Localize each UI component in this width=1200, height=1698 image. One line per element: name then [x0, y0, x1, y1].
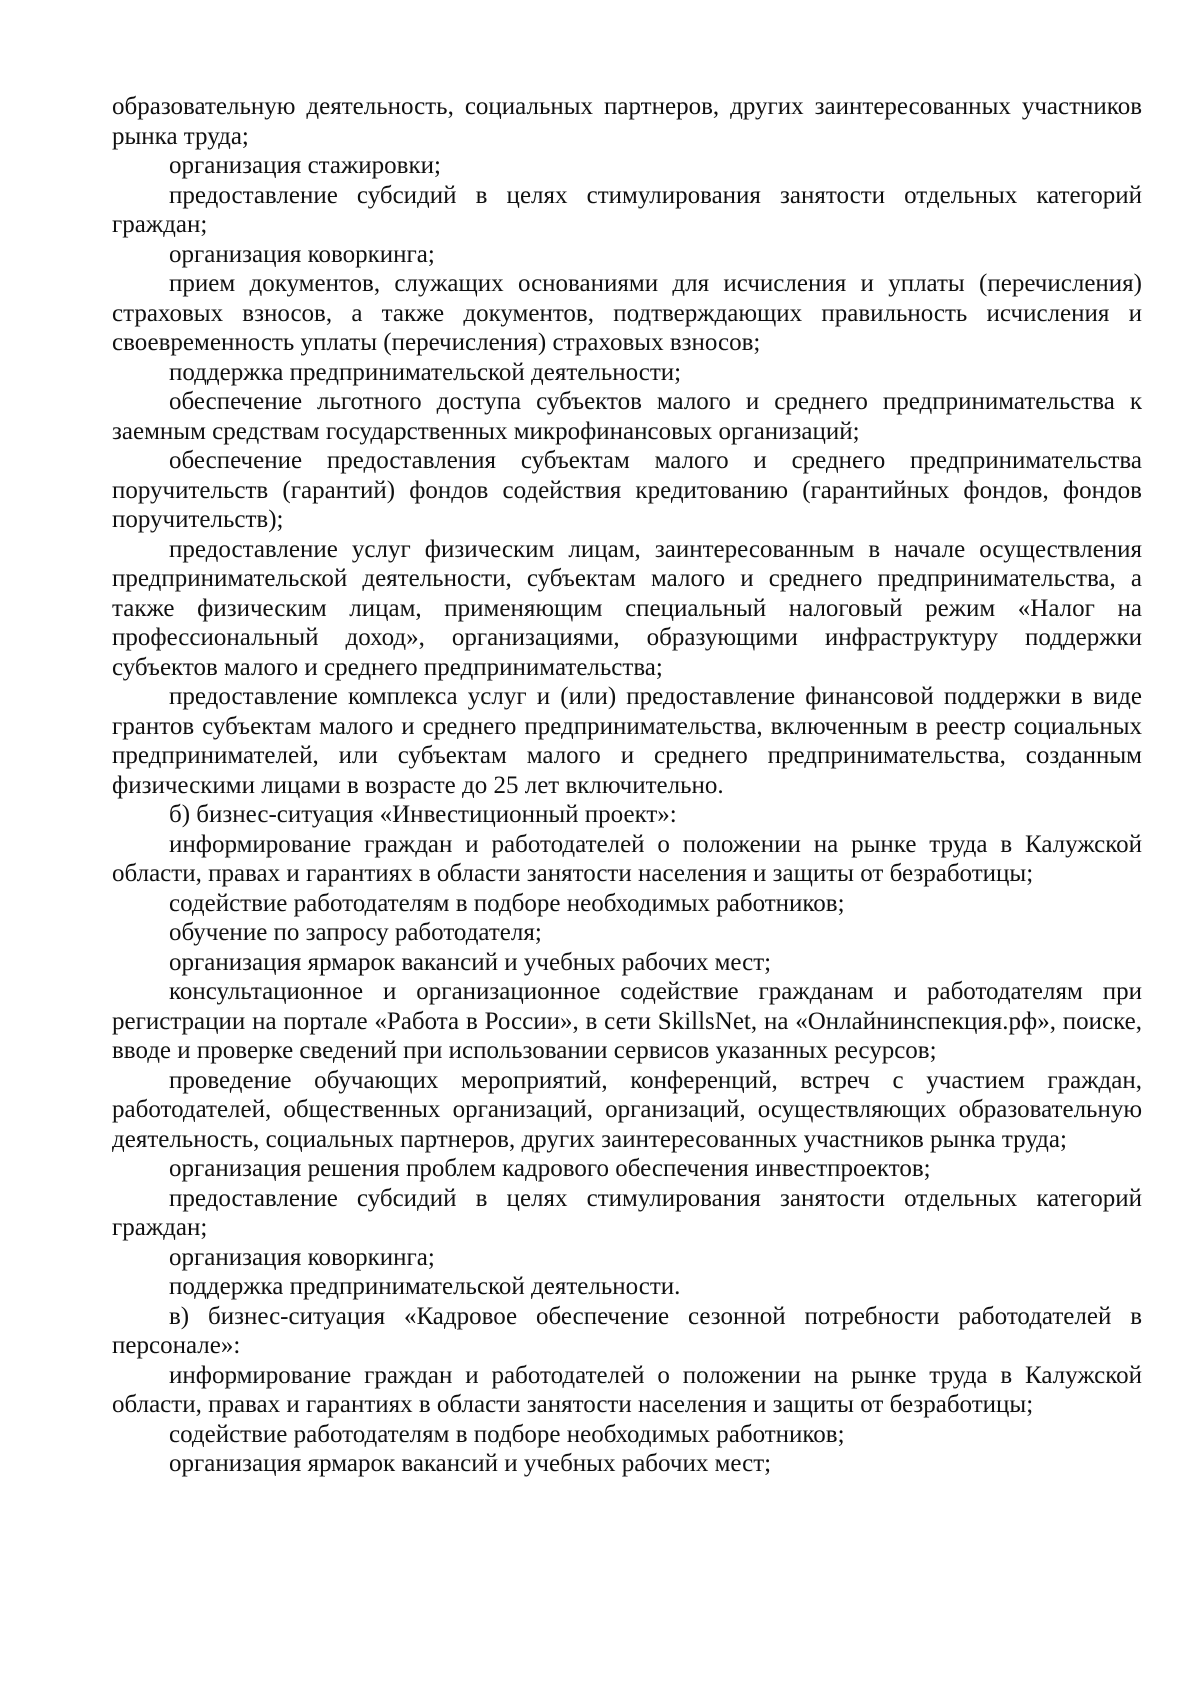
paragraph: организация коворкинга;	[169, 1243, 435, 1271]
paragraph: прием документов, служащих основаниями для исчисления и уплаты (перечисления) страховых взносов, а также документов, подтверждающих правильность исчисления и своевременность уплаты (перечисления) страховых взносов;	[112, 270, 1142, 356]
paragraph: предоставление субсидий в целях стимулирования занятости отдельных категорий граждан;	[112, 1184, 1142, 1241]
paragraph: образовательную деятельность, социальных партнеров, других заинтересованных участников рынка труда;	[112, 93, 1142, 150]
section-heading-b: б) бизнес-ситуация «Инвестиционный проект»:	[169, 801, 677, 828]
paragraph: информирование граждан и работодателей о положении на рынке труда в Калужской области, правах и гарантиях в области занятости населения и защиты от безработицы;	[112, 1361, 1142, 1418]
paragraph: предоставление услуг физическим лицам, заинтересованным в начале осуществления предпринимательской деятельности, субъектам малого и среднего предпринимательства, а также физическим лицам, применяющим специальный налоговый режим «Налог на профессиональный доход», организациями, образующими инфраструктуру поддержки субъектов малого и среднего предпринимательства;	[112, 535, 1142, 681]
paragraph: поддержка предпринимательской деятельности;	[169, 358, 682, 386]
paragraph: организация ярмарок вакансий и учебных рабочих мест;	[169, 948, 772, 976]
paragraph: организация решения проблем кадрового обеспечения инвестпроектов;	[169, 1155, 931, 1182]
paragraph: организация коворкинга;	[169, 240, 435, 268]
paragraph: организация ярмарок вакансий и учебных рабочих мест;	[169, 1450, 772, 1477]
section-heading-v: в) бизнес-ситуация «Кадровое обеспечение сезонной потребности работодателей в персонале»:	[112, 1302, 1142, 1359]
paragraph: проведение обучающих мероприятий, конференций, встреч с участием граждан, работодателей, общественных организаций, организаций, осуществляющих образовательную деятельность, социальных партнеров, других заинтересованных участников рынка труда;	[112, 1066, 1142, 1153]
paragraph: информирование граждан и работодателей о положении на рынке труда в Калужской области, правах и гарантиях в области занятости населения и защиты от безработицы;	[112, 830, 1142, 887]
paragraph: содействие работодателям в подборе необходимых работников;	[169, 889, 845, 917]
paragraph: обучение по запросу работодателя;	[169, 919, 542, 946]
paragraph: организация стажировки;	[169, 152, 441, 179]
paragraph: содействие работодателям в подборе необходимых работников;	[169, 1420, 845, 1448]
paragraph: обеспечение льготного доступа субъектов малого и среднего предпринимательства к заемным средствам государственных микрофинансовых организаций;	[112, 388, 1142, 445]
paragraph: предоставление комплекса услуг и (или) предоставление финансовой поддержки в виде грантов субъектам малого и среднего предпринимательства, включенным в реестр социальных предпринимателей, или субъектам малого и среднего предпринимательства, созданным физическими лицами в возрасте до 25 лет включительно.	[112, 683, 1142, 799]
paragraph: предоставление субсидий в целях стимулирования занятости отдельных категорий граждан;	[112, 181, 1142, 238]
document-page	[112, 92, 1142, 1479]
paragraph: консультационное и организационное содействие гражданам и работодателям при регистрации на портале «Работа в России», в сети SkillsNet, на «Онлайнинспекция.рф», поиске, вводе и проверке сведений при использовании сервисов указанных ресурсов;	[112, 978, 1142, 1064]
paragraph: поддержка предпринимательской деятельности.	[169, 1273, 681, 1300]
paragraph: обеспечение предоставления субъектам малого и среднего предпринимательства поручительств (гарантий) фондов содействия кредитованию (гарантийных фондов, фондов поручительств);	[112, 447, 1142, 533]
